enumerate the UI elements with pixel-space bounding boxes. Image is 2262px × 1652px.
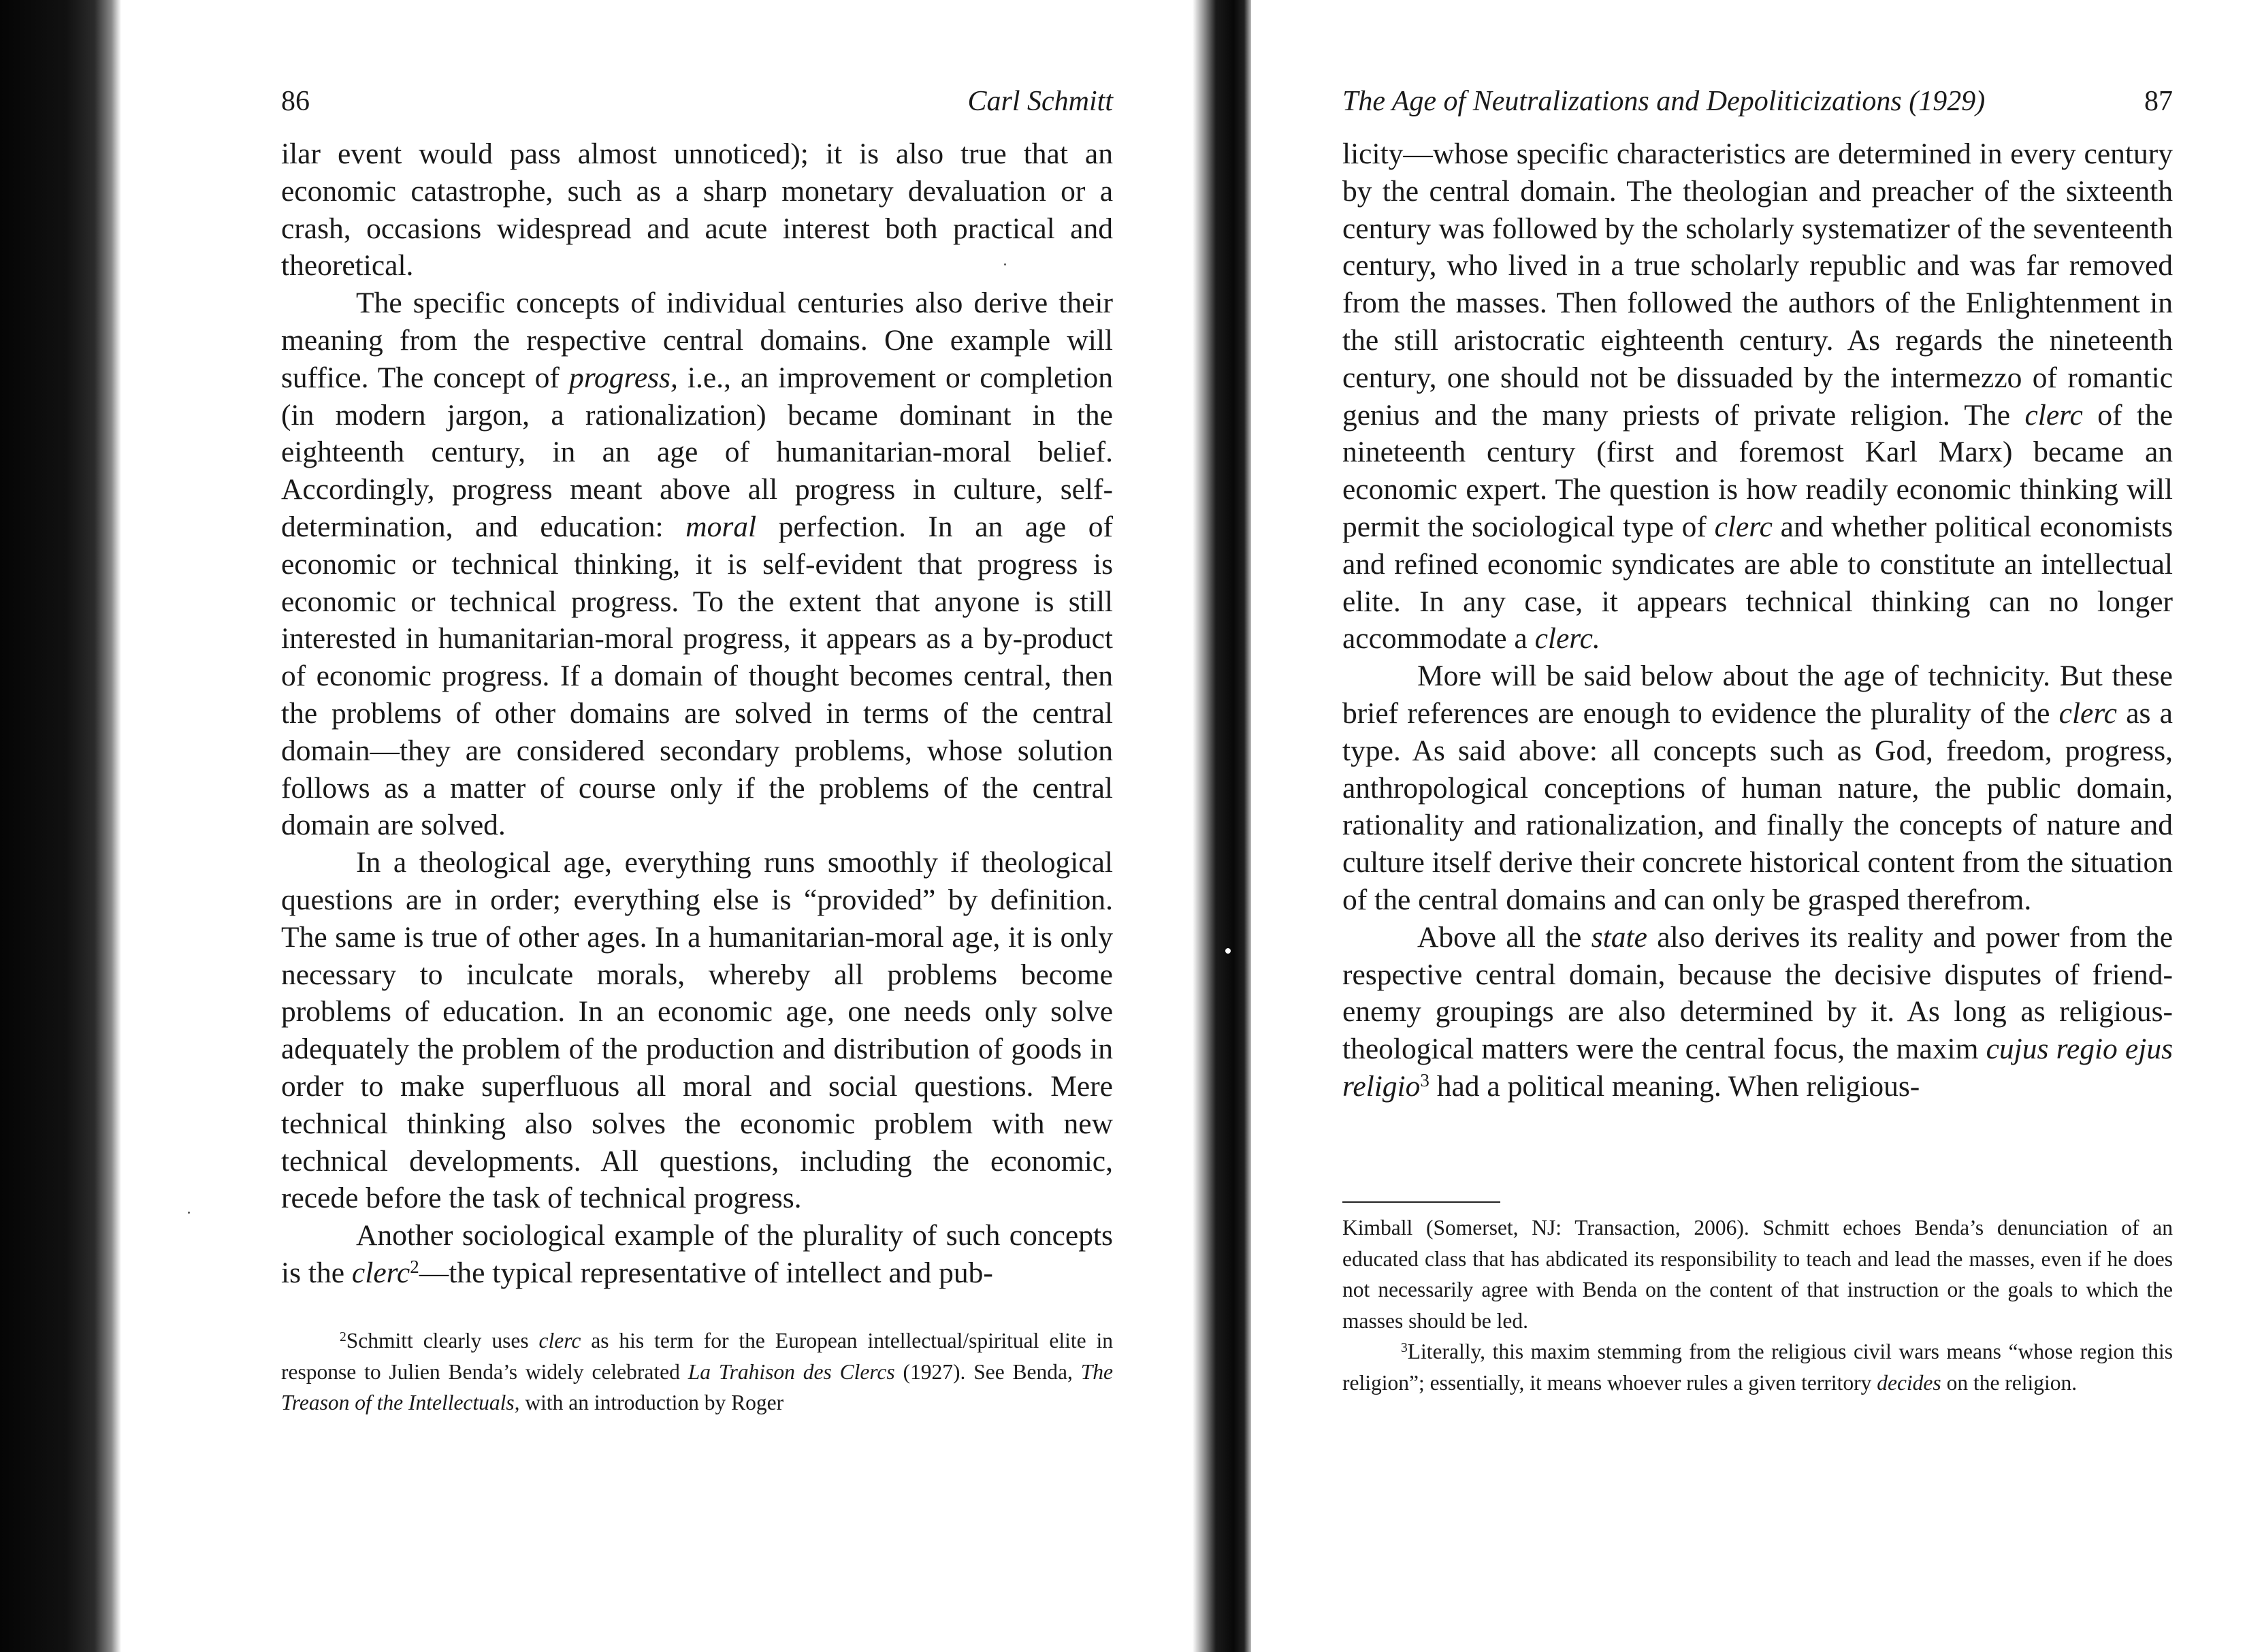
- left-footnotes: [281, 1325, 1113, 1419]
- paragraph: Another sociological example of the plurality of such concepts is the clerc$^2$—the typical representative of intellect and pub-: [281, 1219, 1113, 1289]
- center-gutter-shadow: [1193, 0, 1251, 1652]
- paragraph: The specific concepts of individual centuries also derive their meaning from the respective central domains. One example will suffice. The concept of progress, i.e., an improvement or completion (in modern jargon, a rationalization) became dominant in the eighteenth century, in an age of humanitarian-moral belief. Accordingly, progress meant above all progress in culture, self-determination, and education: moral perfection. In an age of economic or technical thinking, it is self-evident that progress is economic or technical progress. To the extent that anyone is still interested in humanitarian-moral progress, it appears as a by-product of economic progress. If a domain of thought becomes central, then the problems of other domains are solved in terms of the central domain—they are considered secondary problems, whose solution follows as a matter of course only if the problems of the central domain are solved.: [281, 287, 1114, 842]
- paragraph: licity—whose specific characteristics are determined in every century by the central domain. The theologian and preacher of the sixteenth century was followed by the scholarly systematizer of the seventeenth century, who lived in a true scholarly republic and was far removed from the masses. Then followed the authors of the Enlightenment in the still aristocratic eighteenth century. As regards the nineteenth century, one should not be dissuaded by the intermezzo of romantic genius and the many priests of private religion. The clerc of the nineteenth century (first and foremost Karl Marx) became an economic expert. The question is how readily economic thinking will permit the sociological type of clerc and whether political economists and refined economic syndicates are able to constitute an intellectual elite. In any case, it appears technical thinking can no longer accommodate a clerc.: [1342, 137, 2173, 655]
- page-number: 87: [2144, 86, 2173, 117]
- scan-speck: [1225, 948, 1231, 954]
- paragraph: Above all the state also derives its reality and power from the respective central domain, because the decisive disputes of friend-enemy groupings are also determined by it. As long as religious-theological matters were the central focus, the maxim cujus regio ejus religio$^3$ had a political meaning. When religious-: [1342, 920, 2174, 1103]
- footnote-continuation: Kimball (Somerset, NJ: Transaction, 2006). Schmitt echoes Benda’s denunciation of an educated class that has abdicated its responsibility to teach and lead the masses, even if he does not necessarily agree with Benda on the content of that instruction or the goals to which the masses should be led.: [1342, 1216, 2173, 1333]
- left-page-header: [281, 85, 1113, 127]
- running-head: Carl Schmitt: [967, 86, 1113, 117]
- left-binding-shadow: [0, 0, 121, 1652]
- right-page-body: [1342, 135, 2173, 1105]
- left-page-body: [281, 135, 1113, 1292]
- right-page-header: [1342, 85, 2173, 127]
- left-page: [281, 85, 1114, 1414]
- scan-speck: [188, 1212, 190, 1214]
- footnote-reference: 3: [1420, 1070, 1429, 1091]
- paragraph: ilar event would pass almost unnoticed); it is also true that an economic catastrophe, such as a sharp monetary devaluation or a crash, occasions widespread and acute interest both practical and theoretical.: [281, 137, 1113, 282]
- paragraph: More will be said below about the age of technicity. But these brief references are enough to evidence the plurality of the clerc as a type. As said above: all concepts such as God, freedom, progress, anthropological conceptions of human nature, the public domain, rationality and rationalization, and finally the concepts of nature and culture itself derive their concrete historical content from the situation of the central domains and can only be grasped therefrom.: [1342, 660, 2173, 916]
- page-number: 86: [281, 86, 310, 117]
- footnote-reference: 2: [410, 1257, 419, 1278]
- right-page: [1342, 85, 2174, 1395]
- paragraph: In a theological age, everything runs smoothly if theological questions are in order; everything else is “provided” by definition. The same is true of other ages. In a humanitarian-moral age, it is only necessary to inculcate morals, whereby all problems become problems of education. In an economic age, one needs only solve adequately the problem of the production and distribution of goods in order to make superfluous all moral and social questions. Mere technical thinking also solves the economic problem with new technical developments. All questions, including the economic, recede before the task of technical progress.: [281, 846, 1113, 1215]
- footnote-rule: [1342, 1201, 1500, 1203]
- right-footnotes: [1342, 1201, 2173, 1398]
- running-head: The Age of Neutralizations and Depoliticizations (1929): [1342, 86, 1986, 117]
- footnote: $^3$Literally, this maxim stemming from the religious civil wars means “whose region this religion”; essentially, it means whoever rules a given territory decides on the religion.: [1342, 1340, 2173, 1395]
- footnote: $^2$Schmitt clearly uses clerc as his term for the European intellectual/spiritual elite in response to Julien Benda’s widely celebrated La Trahison des Clercs (1927). See Benda, The Treason of the Intellectuals, with an introduction by Roger: [281, 1329, 1113, 1414]
